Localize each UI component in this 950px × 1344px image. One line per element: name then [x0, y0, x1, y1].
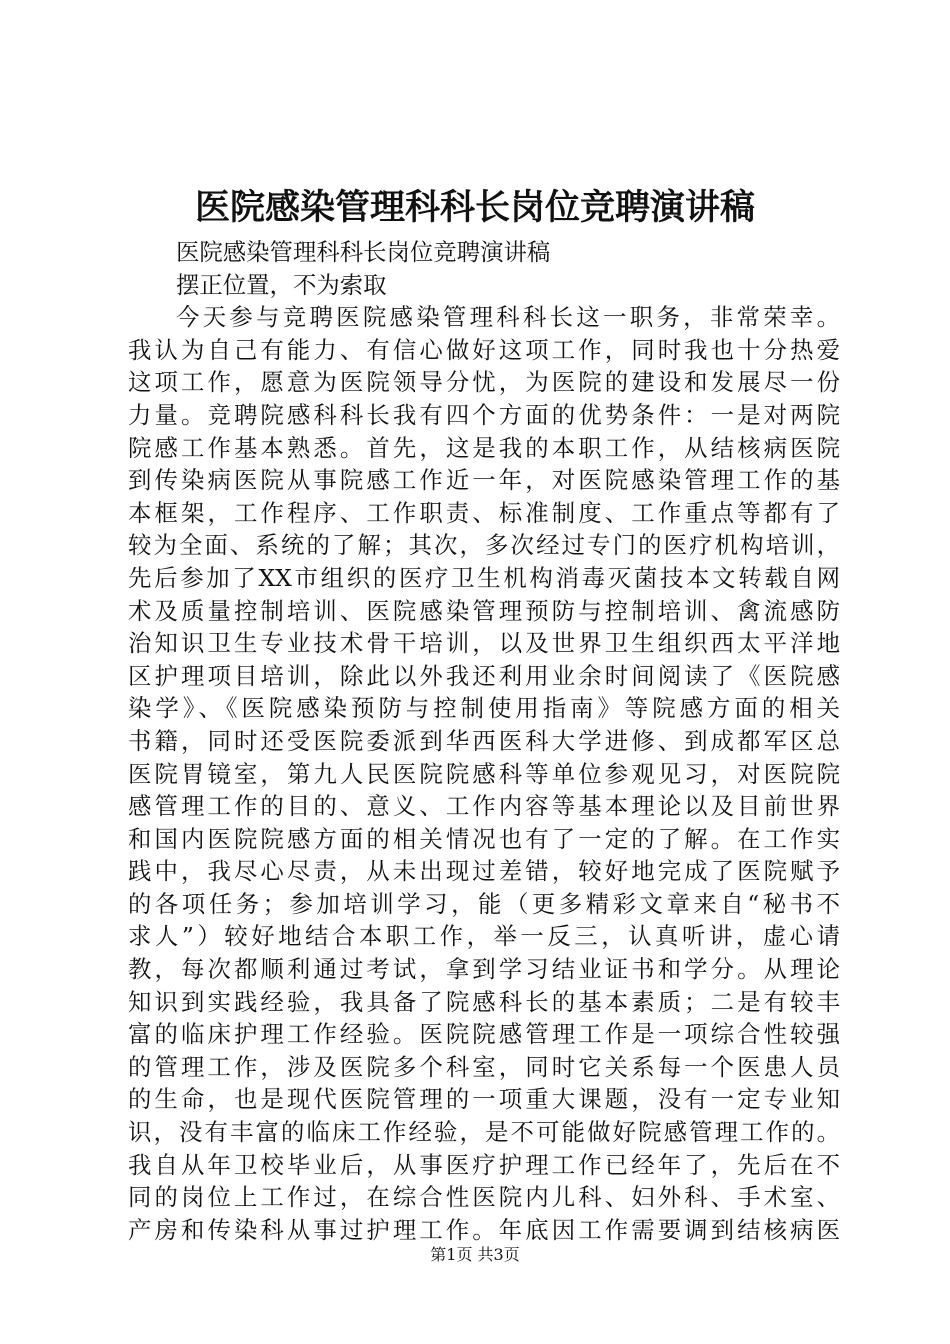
body-line: 我认为自己有能力、有信心做好这项工作，同时我也十分热爱 — [128, 335, 840, 364]
body-line: 治知识卫生专业技术骨干培训，以及世界卫生组织西太平洋地 — [128, 629, 840, 658]
body-line: 我自从年卫校毕业后，从事医疗护理工作已经年了，先后在不 — [128, 1150, 840, 1179]
body-line: 这项工作，愿意为医院领导分忧，为医院的建设和发展尽一份 — [128, 368, 840, 397]
body-line: 先后参加了XX市组织的医疗卫生机构消毒灭菌技本文转载自网 — [128, 563, 840, 592]
document-title: 医院感染管理科科长岗位竞聘演讲稿 — [194, 187, 755, 228]
body-line: 产房和传染科从事过护理工作。年底因工作需要调到结核病医 — [128, 1215, 840, 1244]
body-line: 医院胃镜室，第九人民医院院感科等单位参观见习，对医院院 — [128, 759, 840, 788]
body-line: 教，每次都顺利通过考试，拿到学习结业证书和学分。从理论 — [128, 955, 840, 984]
body-line: 今天参与竞聘医院感染管理科科长这一职务，非常荣幸。 — [176, 303, 840, 332]
body-line: 践中，我尽心尽责，从未出现过差错，较好地完成了医院赋予 — [128, 857, 840, 886]
body-line: 同的岗位上工作过，在综合性医院内儿科、妇外科、手术室、 — [128, 1183, 840, 1212]
body-line: 富的临床护理工作经验。医院院感管理工作是一项综合性较强 — [128, 1020, 840, 1049]
document-body — [128, 236, 840, 1246]
body-line: 的各项任务；参加培训学习，能（更多精彩文章来自“秘书不 — [128, 889, 840, 918]
body-line: 感管理工作的目的、意义、工作内容等基本理论以及目前世界 — [128, 792, 840, 821]
body-line: 求人”）较好地结合本职工作，举一反三，认真听讲，虚心请 — [128, 922, 840, 951]
body-line: 知识到实践经验，我具备了院感科长的基本素质；二是有较丰 — [128, 987, 840, 1016]
body-line: 染学》、《医院感染预防与控制使用指南》等院感方面的相关 — [128, 694, 840, 723]
body-line: 的生命，也是现代医院管理的一项重大课题，没有一定专业知 — [128, 1085, 840, 1114]
body-line: 识，没有丰富的临床工作经验，是不可能做好院感管理工作的。 — [128, 1118, 840, 1147]
body-line: 本框架，工作程序、工作职责、标准制度、工作重点等都有了 — [128, 498, 840, 527]
body-line: 书籍，同时还受医院委派到华西医科大学进修、到成都军区总 — [128, 726, 840, 755]
page-footer: 第1页 共3页 — [430, 1245, 520, 1264]
body-line: 术及质量控制培训、医院感染管理预防与控制培训、禽流感防 — [128, 596, 840, 625]
body-line: 的管理工作，涉及医院多个科室，同时它关系每一个医患人员 — [128, 1052, 840, 1081]
body-line: 力量。竞聘院感科科长我有四个方面的优势条件：一是对两院 — [128, 400, 840, 429]
body-line: 摆正位置，不为索取 — [176, 270, 387, 299]
body-line: 院感工作基本熟悉。首先，这是我的本职工作，从结核病医院 — [128, 433, 840, 462]
body-line: 较为全面、系统的了解；其次，多次经过专门的医疗机构培训， — [128, 531, 840, 560]
body-line: 区护理项目培训，除此以外我还利用业余时间阅读了《医院感 — [128, 661, 840, 690]
body-line: 到传染病医院从事院感工作近一年，对医院感染管理工作的基 — [128, 466, 840, 495]
body-line: 和国内医院院感方面的相关情况也有了一定的了解。在工作实 — [128, 824, 840, 853]
body-line: 医院感染管理科科长岗位竞聘演讲稿 — [176, 238, 551, 266]
